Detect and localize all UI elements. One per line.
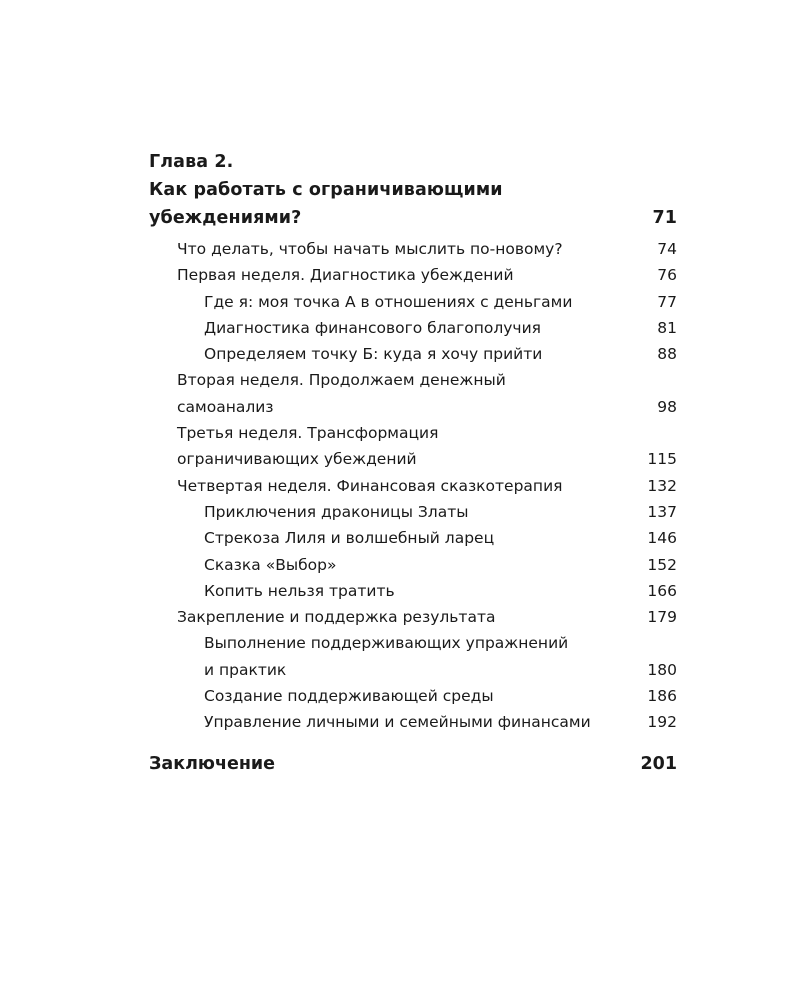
toc-entry-title: Что делать, чтобы начать мыслить по-новому? [177, 240, 563, 258]
toc-entry-page: 81 [657, 318, 677, 337]
toc-entry-multiline-line-1 [149, 420, 677, 446]
toc-entry-title: самоанализ [177, 397, 274, 416]
toc-entry-title: Приключения драконицы Златы [204, 502, 469, 521]
toc-entry [149, 473, 677, 499]
toc-entry-page: 88 [657, 345, 677, 364]
table-of-contents [149, 148, 677, 736]
toc-subentry-multiline-line-2 [149, 657, 677, 683]
toc-entry-page: 180 [647, 660, 677, 679]
toc-entry-page: 98 [657, 397, 677, 416]
chapter-title-text-1: Как работать с ограничивающими [149, 180, 503, 200]
toc-entry-title: и практик [204, 660, 287, 679]
toc-entry-page: 166 [647, 581, 677, 600]
toc-entry-page: 192 [647, 713, 677, 732]
toc-entry-title: Копить нельзя тратить [204, 581, 395, 600]
toc-entry-title: Определяем точку Б: куда я хочу прийти [204, 345, 543, 364]
chapter-label [149, 148, 677, 176]
chapter-title-text-2: убеждениями? [149, 208, 302, 228]
chapter-title-line-1 [149, 176, 677, 204]
toc-entry-title: Первая неделя. Диагностика убеждений [177, 266, 514, 285]
toc-entry-title: Третья неделя. Трансформация [177, 424, 439, 443]
toc-subentry [149, 341, 677, 367]
toc-subentry-multiline-line-1 [149, 630, 677, 656]
toc-entry-title: Выполнение поддерживающих упражнений [204, 634, 569, 653]
toc-subentry [149, 289, 677, 315]
conclusion-entry [149, 750, 677, 778]
toc-entry-title: Вторая неделя. Продолжаем денежный [177, 371, 506, 390]
toc-entry-page: 77 [657, 292, 677, 311]
toc-entry-title: ограничивающих убеждений [177, 450, 417, 469]
conclusion-page-number: 201 [640, 754, 677, 774]
toc-entries [149, 236, 677, 736]
toc-subentry [149, 552, 677, 578]
toc-entry-title: Закрепление и поддержка результата [177, 608, 496, 627]
toc-entry-page: 74 [657, 240, 677, 258]
toc-entry-title: Где я: моя точка А в отношениях с деньгами [204, 292, 573, 311]
toc-entry-page: 152 [647, 555, 677, 574]
toc-entry-title: Стрекоза Лиля и волшебный ларец [204, 529, 495, 548]
toc-subentry [149, 499, 677, 525]
chapter-title-line-2 [149, 204, 677, 232]
toc-entry-title: Управление личными и семейными финансами [204, 713, 591, 732]
toc-entry-title: Диагностика финансового благополучия [204, 318, 541, 337]
toc-entry-title: Сказка «Выбор» [204, 555, 337, 574]
toc-entry [149, 236, 677, 262]
chapter-page-number: 71 [652, 208, 677, 228]
chapter-label-text: Глава 2. [149, 152, 234, 172]
toc-subentry [149, 315, 677, 341]
toc-entry-page: 179 [647, 608, 677, 627]
toc-entry-multiline-line-2 [149, 394, 677, 420]
toc-entry [149, 262, 677, 288]
toc-entry-page: 186 [647, 687, 677, 706]
toc-entry-multiline-line-1 [149, 367, 677, 393]
toc-entry-title: Создание поддерживающей среды [204, 687, 494, 706]
toc-entry-title: Четвертая неделя. Финансовая сказкотерапия [177, 476, 563, 495]
toc-subentry [149, 578, 677, 604]
toc-entry-page: 76 [657, 266, 677, 285]
toc-entry-page: 132 [647, 476, 677, 495]
toc-subentry [149, 525, 677, 551]
toc-subentry [149, 709, 677, 735]
toc-subentry [149, 683, 677, 709]
toc-entry-page: 146 [647, 529, 677, 548]
conclusion-title: Заключение [149, 754, 276, 774]
toc-entry-page: 115 [647, 450, 677, 469]
toc-entry-page: 137 [647, 502, 677, 521]
toc-entry-multiline-line-2 [149, 446, 677, 472]
toc-entry [149, 604, 677, 630]
